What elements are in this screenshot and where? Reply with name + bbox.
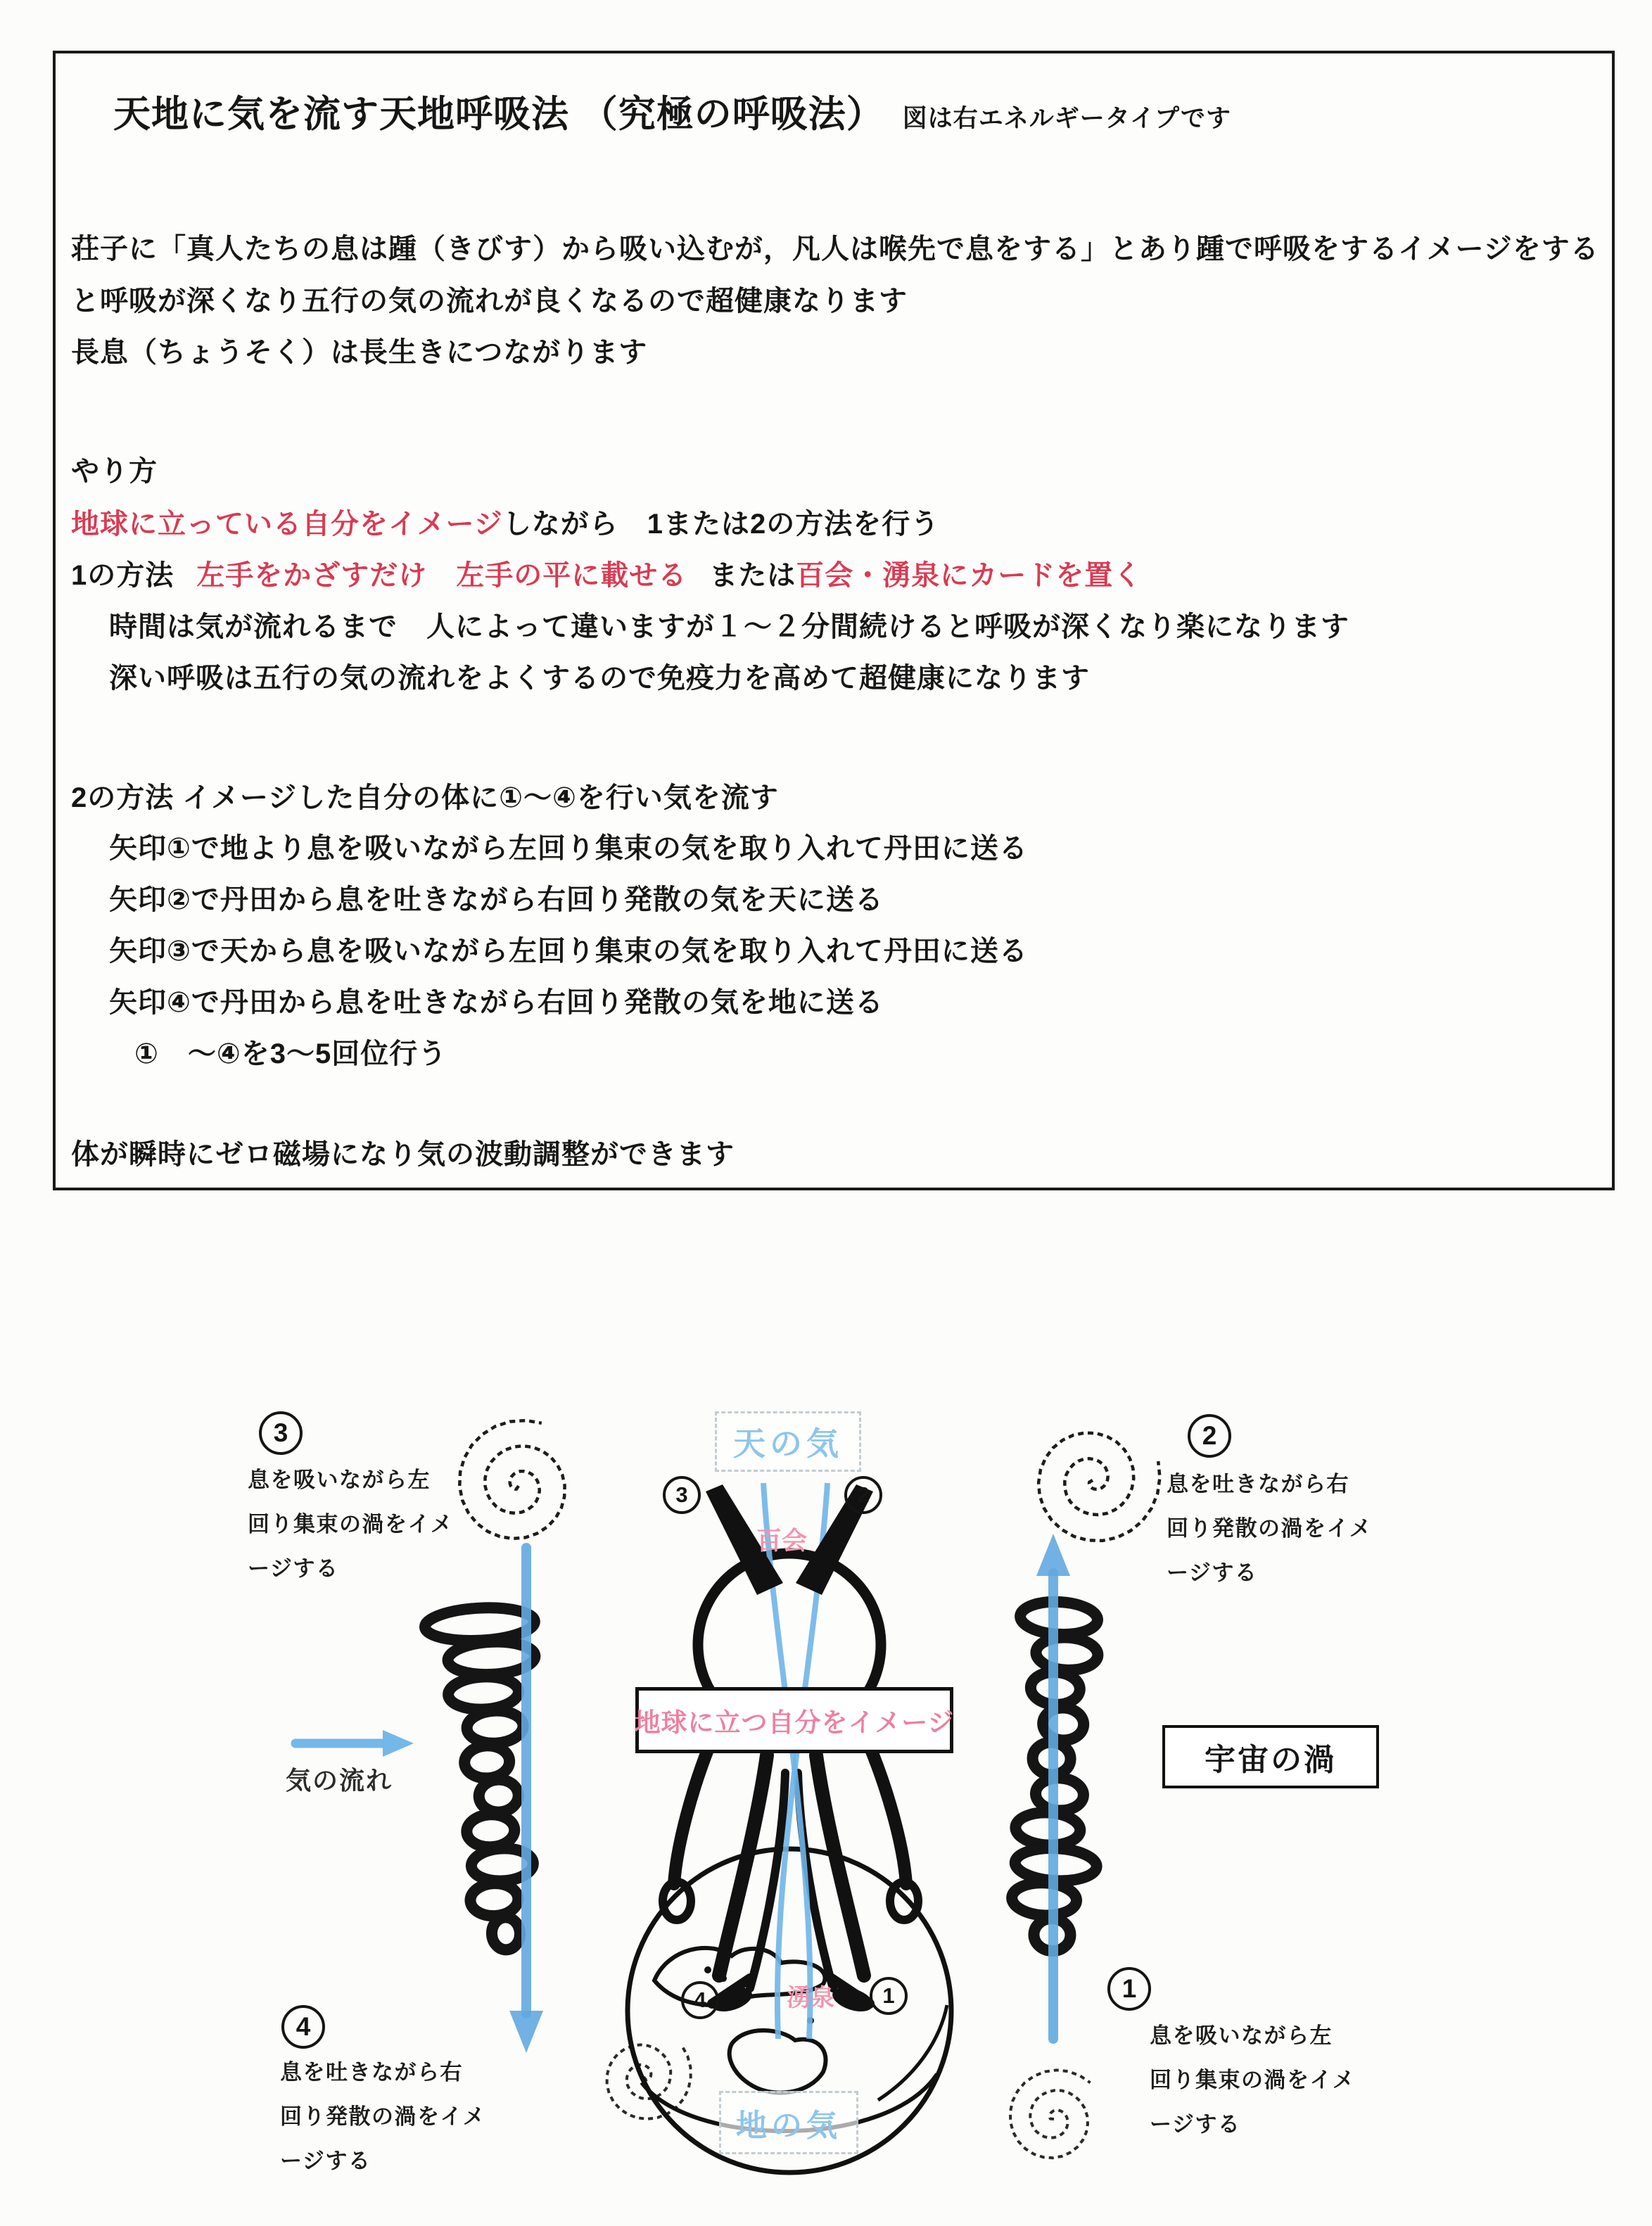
step2-number: 2 <box>1188 1414 1231 1458</box>
method1-note: 時間は気が流れるまで 人によって違いますが１～２分間続けると呼吸が深くなり楽になります <box>109 611 1349 642</box>
instructions-box <box>53 51 1615 1190</box>
caption-line: 回り発散の渦をイメ <box>280 2104 486 2129</box>
heaven-ki-label: 天の気 <box>715 1411 861 1472</box>
caption-line: ージする <box>280 2149 371 2173</box>
vortex-coil <box>1035 1777 1084 1812</box>
vortex-coil <box>1035 1636 1098 1672</box>
universe-vortex-box: 宇宙の渦 <box>1162 1725 1379 1788</box>
closing-line: 体が瞬時にゼロ磁場になり気の波動調整ができます <box>71 1139 735 1170</box>
caption-line: ージする <box>1167 1560 1258 1585</box>
ki-flow-arrow-head <box>383 1730 414 1757</box>
imagine-red-text: 地球に立っている自分をイメージ <box>71 509 503 540</box>
earth-ki-label: 地の気 <box>719 2091 858 2154</box>
caption-line: 回り発散の渦をイメ <box>1167 1516 1373 1541</box>
method1-line <box>71 553 1142 593</box>
paragraph-line: と呼吸が深くなり五行の気の流れが良くなるので超健康なります <box>71 286 908 317</box>
step2-caption <box>1167 1462 1372 1595</box>
method2-step: 矢印①で地より息を吸いながら左回り集束の気を取り入れて丹田に送る <box>109 833 1028 864</box>
caption-line: ージする <box>248 1556 339 1581</box>
figure-number-4: 4 <box>681 1981 719 2019</box>
tornado-coil <box>424 1605 552 1953</box>
spiral-vortex-icon <box>607 2044 691 2119</box>
vortex-coil <box>1019 1600 1098 1636</box>
step3-caption <box>248 1458 453 1591</box>
caption-line: 回り集束の渦をイメ <box>1150 2068 1356 2092</box>
flow-arrow-up-head <box>1036 1534 1070 1576</box>
figure-number-3: 3 <box>663 1476 701 1514</box>
figure-arm-left <box>674 1746 709 1884</box>
imagine-line <box>71 502 939 542</box>
spiral-vortex-icon <box>459 1420 564 1539</box>
hyakue-point-label: 百会 <box>756 1526 808 1555</box>
vortex-coil <box>447 1675 519 1711</box>
title-row <box>113 84 1231 138</box>
island-dot <box>704 1966 711 1973</box>
caption-line: 息を吐きながら右 <box>1167 1472 1349 1496</box>
method2-label: 2の方法 イメージした自分の体に①～④を行い気を流す <box>71 782 779 813</box>
howto-heading: やり方 <box>71 456 158 487</box>
title-note: 図は右エネルギータイプです <box>902 105 1232 132</box>
vortex-coil <box>1011 1881 1077 1917</box>
page-title: 天地に気を流す天地呼吸法 （究極の呼吸法） <box>113 94 884 135</box>
caption-line: 息を吐きながら右 <box>280 2060 463 2085</box>
earth-right-curve <box>878 2005 947 2100</box>
caption-line: 息を吸いながら左 <box>248 1468 431 1492</box>
imagine-standing-box: 地球に立つ自分をイメージ <box>635 1687 953 1753</box>
caption-line: ージする <box>1150 2112 1241 2137</box>
ki-flow-label: 気の流れ <box>286 1766 393 1795</box>
method1-red1: 左手をかざすだけ 左手の平に載せる <box>196 560 687 591</box>
vortex-coil <box>1015 1811 1081 1847</box>
method1-note: 深い呼吸は五行の気の流れをよくするので免疫力を高めて超健康になります <box>109 663 1090 694</box>
figure-number-1: 1 <box>870 1977 908 2015</box>
vortex-coil <box>466 1710 523 1745</box>
figure-number-2: 2 <box>844 1476 882 1514</box>
continent-shape <box>730 2030 826 2093</box>
caption-line: 息を吸いながら左 <box>1150 2023 1333 2048</box>
vortex-coil <box>478 1779 519 1813</box>
vortex-coil <box>469 1882 519 1916</box>
imagine-rest-text: しながら 1または2の方法を行う <box>502 509 940 540</box>
method1-red2: 百会・湧泉にカードを置く <box>796 560 1143 591</box>
flow-arrow-down-head <box>509 2011 543 2053</box>
yusen-point-label: 湧泉 <box>787 1985 834 2011</box>
caption-line: 回り集束の渦をイメ <box>248 1512 454 1537</box>
method2-step: 矢印③で天から息を吸いながら左回り集束の気を取り入れて丹田に送る <box>109 936 1028 967</box>
step1-number: 1 <box>1107 1967 1151 2011</box>
paragraph-line: 荘子に「真人たちの息は踵（きびす）から吸い込むが，凡人は喉先で息をする」とあり踵で呼吸をするイメージをする <box>71 234 1599 265</box>
method1-or: または <box>709 560 796 591</box>
vortex-coil <box>491 1916 521 1950</box>
method2-step: 矢印④で丹田から息を吐きながら右回り発散の気を地に送る <box>109 987 884 1018</box>
vortex-coil <box>464 1745 510 1779</box>
spiral-vortex-icon <box>1010 2070 1091 2158</box>
spiral-vortex-icon <box>1038 1433 1159 1541</box>
method2-step: 矢印②で丹田から息を吐きながら右回り発散の気を天に送る <box>109 884 884 915</box>
step3-number: 3 <box>259 1411 303 1455</box>
paragraph-line: 長息（ちょうそく）は長生きにつながります <box>71 337 648 368</box>
figure-arm-right <box>870 1746 906 1884</box>
method1-label: 1の方法 <box>71 560 174 591</box>
method2-repeat: ① ～④を3～5回位行う <box>134 1038 447 1069</box>
step4-caption <box>280 2050 485 2183</box>
step4-number: 4 <box>281 2005 325 2049</box>
step1-caption <box>1150 2014 1355 2146</box>
